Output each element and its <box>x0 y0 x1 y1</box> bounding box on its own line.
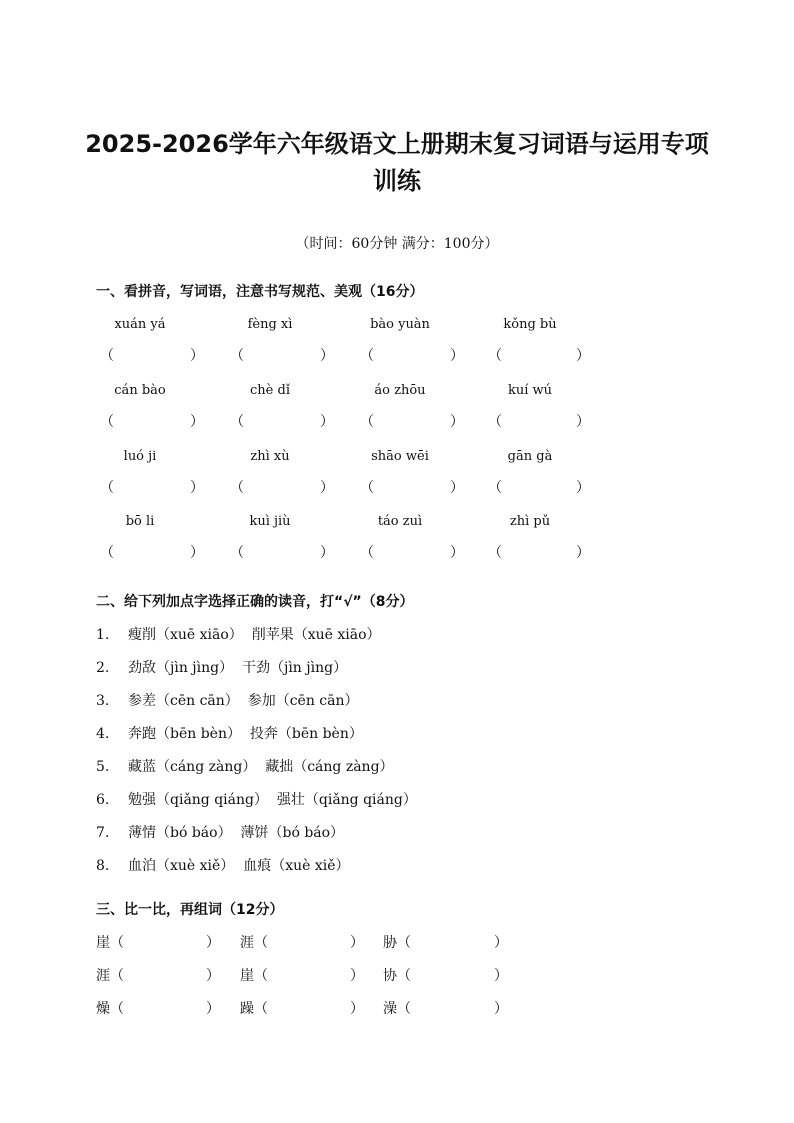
compare-character: 崖（ <box>96 935 124 951</box>
compare-character: 澡（ <box>383 1001 411 1017</box>
answer-blank-close-paren: ） <box>350 1001 364 1017</box>
question-number: 7. <box>96 825 110 841</box>
pinyin-prompt: kuí wú <box>507 383 553 398</box>
answer-blank-close-paren: ） <box>320 414 334 430</box>
question-text: 勉强（qiǎng qiáng） 强壮（qiǎng qiáng） <box>128 792 417 808</box>
answer-blank-open-paren: （ <box>360 545 374 561</box>
answer-blank-open-paren: （ <box>230 414 244 430</box>
answer-blank-open-paren: （ <box>488 414 502 430</box>
answer-blank-open-paren: （ <box>488 545 502 561</box>
compare-character: 崖（ <box>240 968 268 984</box>
pinyin-prompt: kǒng bù <box>503 317 557 332</box>
answer-blank-close-paren: ） <box>576 545 590 561</box>
section1-heading: 一、看拼音，写词语，注意书写规范、美观（16分） <box>96 284 424 300</box>
answer-blank-open-paren: （ <box>230 545 244 561</box>
compare-character: 燥（ <box>96 1001 124 1017</box>
answer-blank-close-paren: ） <box>350 968 364 984</box>
pinyin-prompt: bō li <box>125 514 155 529</box>
answer-blank-close-paren: ） <box>320 545 334 561</box>
question-text: 劲敌（jìn jìng） 干劲（jìn jìng） <box>128 660 348 676</box>
question-item <box>96 856 350 876</box>
answer-blank-close-paren: ） <box>320 348 334 364</box>
question-number: 4. <box>96 726 110 742</box>
pinyin-prompt: chè dǐ <box>250 383 290 398</box>
question-item <box>96 724 363 744</box>
answer-blank-open-paren: （ <box>360 480 374 496</box>
question-item <box>96 757 394 777</box>
answer-blank-close-paren: ） <box>206 968 220 984</box>
answer-blank-open-paren: （ <box>488 480 502 496</box>
question-text: 瘦削（xuē xiāo） 削苹果（xuē xiāo） <box>128 627 381 643</box>
answer-blank-open-paren: （ <box>100 414 114 430</box>
answer-blank-close-paren: ） <box>494 935 508 951</box>
answer-blank-close-paren: ） <box>576 414 590 430</box>
question-text: 薄情（bó báo） 薄饼（bó báo） <box>128 825 345 841</box>
question-text: 参差（cēn cān） 参加（cēn cān） <box>128 693 359 709</box>
question-item <box>96 658 347 678</box>
compare-character: 涯（ <box>96 968 124 984</box>
answer-blank-open-paren: （ <box>360 414 374 430</box>
answer-blank-open-paren: （ <box>360 348 374 364</box>
answer-blank-close-paren: ） <box>494 1001 508 1017</box>
pinyin-prompt: gān gà <box>507 449 553 464</box>
pinyin-prompt: shāo wēi <box>371 449 429 464</box>
question-text: 血泊（xuè xiě） 血痕（xuè xiě） <box>128 858 350 874</box>
document-title-line2: 训练 <box>373 167 421 195</box>
answer-blank-open-paren: （ <box>230 348 244 364</box>
answer-blank-close-paren: ） <box>206 935 220 951</box>
pinyin-prompt: áo zhōu <box>374 383 426 398</box>
question-item <box>96 625 381 645</box>
question-item <box>96 691 359 711</box>
answer-blank-open-paren: （ <box>488 348 502 364</box>
answer-blank-open-paren: （ <box>230 480 244 496</box>
answer-blank-close-paren: ） <box>494 968 508 984</box>
answer-blank-close-paren: ） <box>450 348 464 364</box>
answer-blank-close-paren: ） <box>450 545 464 561</box>
pinyin-prompt: fèng xì <box>247 317 293 332</box>
compare-character: 涯（ <box>240 935 268 951</box>
answer-blank-open-paren: （ <box>100 480 114 496</box>
compare-character: 胁（ <box>383 935 411 951</box>
answer-blank-close-paren: ） <box>576 348 590 364</box>
question-number: 2. <box>96 660 110 676</box>
pinyin-prompt: zhì pǔ <box>509 514 551 529</box>
answer-blank-close-paren: ） <box>206 1001 220 1017</box>
pinyin-prompt: luó ji <box>123 449 157 464</box>
answer-blank-close-paren: ） <box>576 480 590 496</box>
answer-blank-close-paren: ） <box>320 480 334 496</box>
answer-blank-open-paren: （ <box>100 348 114 364</box>
answer-blank-close-paren: ） <box>450 480 464 496</box>
section3-heading: 三、比一比，再组词（12分） <box>96 902 284 918</box>
question-number: 6. <box>96 792 110 808</box>
question-number: 5. <box>96 759 110 775</box>
question-item <box>96 790 417 810</box>
compare-character: 协（ <box>383 968 411 984</box>
question-text: 藏蓝（cáng zàng） 藏拙（cáng zàng） <box>128 759 394 775</box>
answer-blank-close-paren: ） <box>190 414 204 430</box>
question-text: 奔跑（bēn bèn） 投奔（bēn bèn） <box>128 726 363 742</box>
pinyin-prompt: zhì xù <box>250 449 290 464</box>
question-number: 8. <box>96 858 110 874</box>
document-subtitle: （时间：60分钟 满分：100分） <box>295 236 499 252</box>
answer-blank-open-paren: （ <box>100 545 114 561</box>
answer-blank-close-paren: ） <box>190 480 204 496</box>
section2-heading: 二、给下列加点字选择正确的读音，打“√”（8分） <box>96 594 414 610</box>
compare-character: 躁（ <box>240 1001 268 1017</box>
question-number: 3. <box>96 693 110 709</box>
answer-blank-close-paren: ） <box>450 414 464 430</box>
pinyin-prompt: xuán yá <box>114 317 166 332</box>
pinyin-prompt: táo zuì <box>377 514 423 529</box>
pinyin-prompt: kuì jiù <box>249 514 291 529</box>
answer-blank-close-paren: ） <box>350 935 364 951</box>
answer-blank-close-paren: ） <box>190 545 204 561</box>
pinyin-prompt: bào yuàn <box>370 317 430 332</box>
pinyin-prompt: cán bào <box>114 383 166 398</box>
question-number: 1. <box>96 627 110 643</box>
document-title-line1: 2025-2026学年六年级语文上册期末复习词语与运用专项 <box>85 130 709 158</box>
question-item <box>96 823 344 843</box>
answer-blank-close-paren: ） <box>190 348 204 364</box>
